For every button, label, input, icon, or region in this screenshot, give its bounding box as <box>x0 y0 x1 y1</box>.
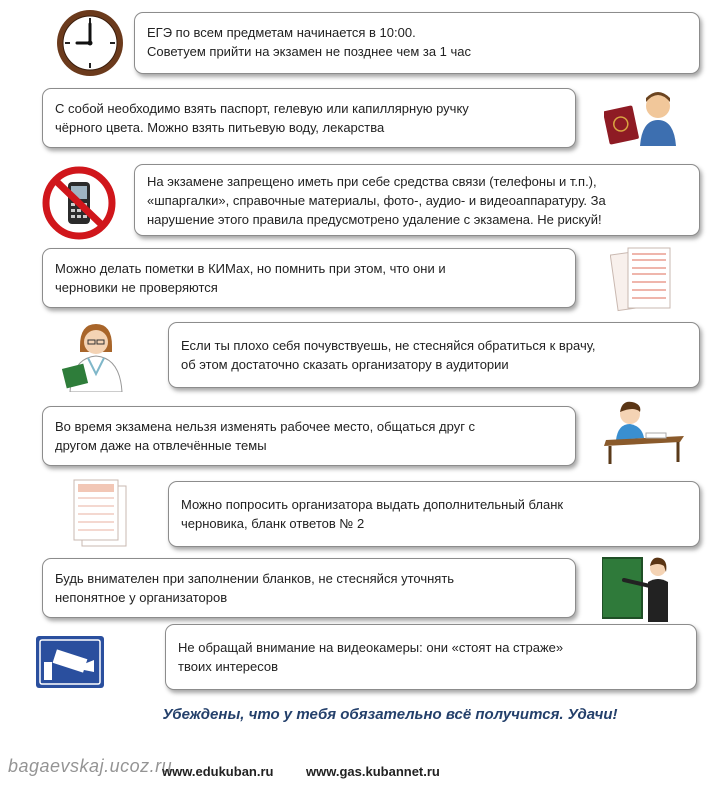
rule-text: Советуем прийти на экзамен не позднее чем за 1 час <box>147 44 472 59</box>
rule-text: чёрного цвета. Можно взять питьевую воду, лекарства <box>55 120 385 135</box>
rule-text: С собой необходимо взять паспорт, гелевую или капиллярную ручку <box>55 101 469 116</box>
teacher-board-icon <box>602 556 676 622</box>
rule-text: другом даже на отвлечённые темы <box>55 438 267 453</box>
rule-text: На экзамене запрещено иметь при себе средства связи (телефоны и т.п.), <box>147 174 597 189</box>
rule-text: об этом достаточно сказать организатору в аудитории <box>181 357 509 372</box>
rule-box-filling-forms <box>42 558 576 618</box>
no-phone-icon <box>42 166 116 240</box>
rule-text: твоих интересов <box>178 659 279 674</box>
rule-text: нарушение этого правила предусмотрено удаление с экзамена. Не рискуй! <box>147 212 602 227</box>
rule-box-doctor <box>168 322 700 388</box>
exam-forms-icon <box>610 242 676 320</box>
camera-sign-icon <box>36 636 104 688</box>
rule-text: черновики не проверяются <box>55 280 218 295</box>
doctor-icon <box>58 320 134 392</box>
rule-text: Можно делать пометки в КИМах, но помнить при этом, что они и <box>55 261 446 276</box>
rule-box-start-time <box>134 12 700 74</box>
rule-box-workplace <box>42 406 576 466</box>
rule-text: Если ты плохо себя почувствуешь, не стесняйся обратиться к врачу, <box>181 338 596 353</box>
closing-message: Убеждены, что у тебя обязательно всё получится. Удачи! <box>162 706 618 723</box>
rule-text: Можно попросить организатора выдать дополнительный бланк <box>181 497 564 512</box>
passport-person-icon <box>604 88 680 146</box>
watermark: bagaevskaj.ucoz.ru <box>8 756 173 776</box>
rule-text: «шпаргалки», справочные материалы, фото-, аудио- и видеоаппаратуру. За <box>147 193 606 208</box>
student-desk-icon <box>600 400 688 466</box>
rule-text: Не обращай внимание на видеокамеры: они «стоят на страже» <box>178 640 564 655</box>
rule-box-prohibited-items <box>134 164 700 236</box>
blank-forms-icon <box>70 476 130 550</box>
rule-text: ЕГЭ по всем предметам начинается в 10:00. <box>147 25 416 40</box>
rule-text: черновика, бланк ответов № 2 <box>181 516 365 531</box>
rule-text: Во время экзамена нельзя изменять рабочее место, общаться друг с <box>55 419 476 434</box>
footer-link-gas-kubannet[interactable]: www.gas.kubannet.ru <box>306 764 440 779</box>
rule-text: Будь внимателен при заполнении бланков, не стесняйся уточнять <box>55 571 455 586</box>
rule-text: непонятное у организаторов <box>55 590 228 605</box>
clock-icon <box>55 8 125 78</box>
footer-link-edukuban[interactable]: www.edukuban.ru <box>162 764 274 779</box>
rule-box-what-to-bring <box>42 88 576 148</box>
rule-box-extra-form <box>168 481 700 547</box>
rule-box-notes <box>42 248 576 308</box>
rule-box-cameras <box>165 624 697 690</box>
